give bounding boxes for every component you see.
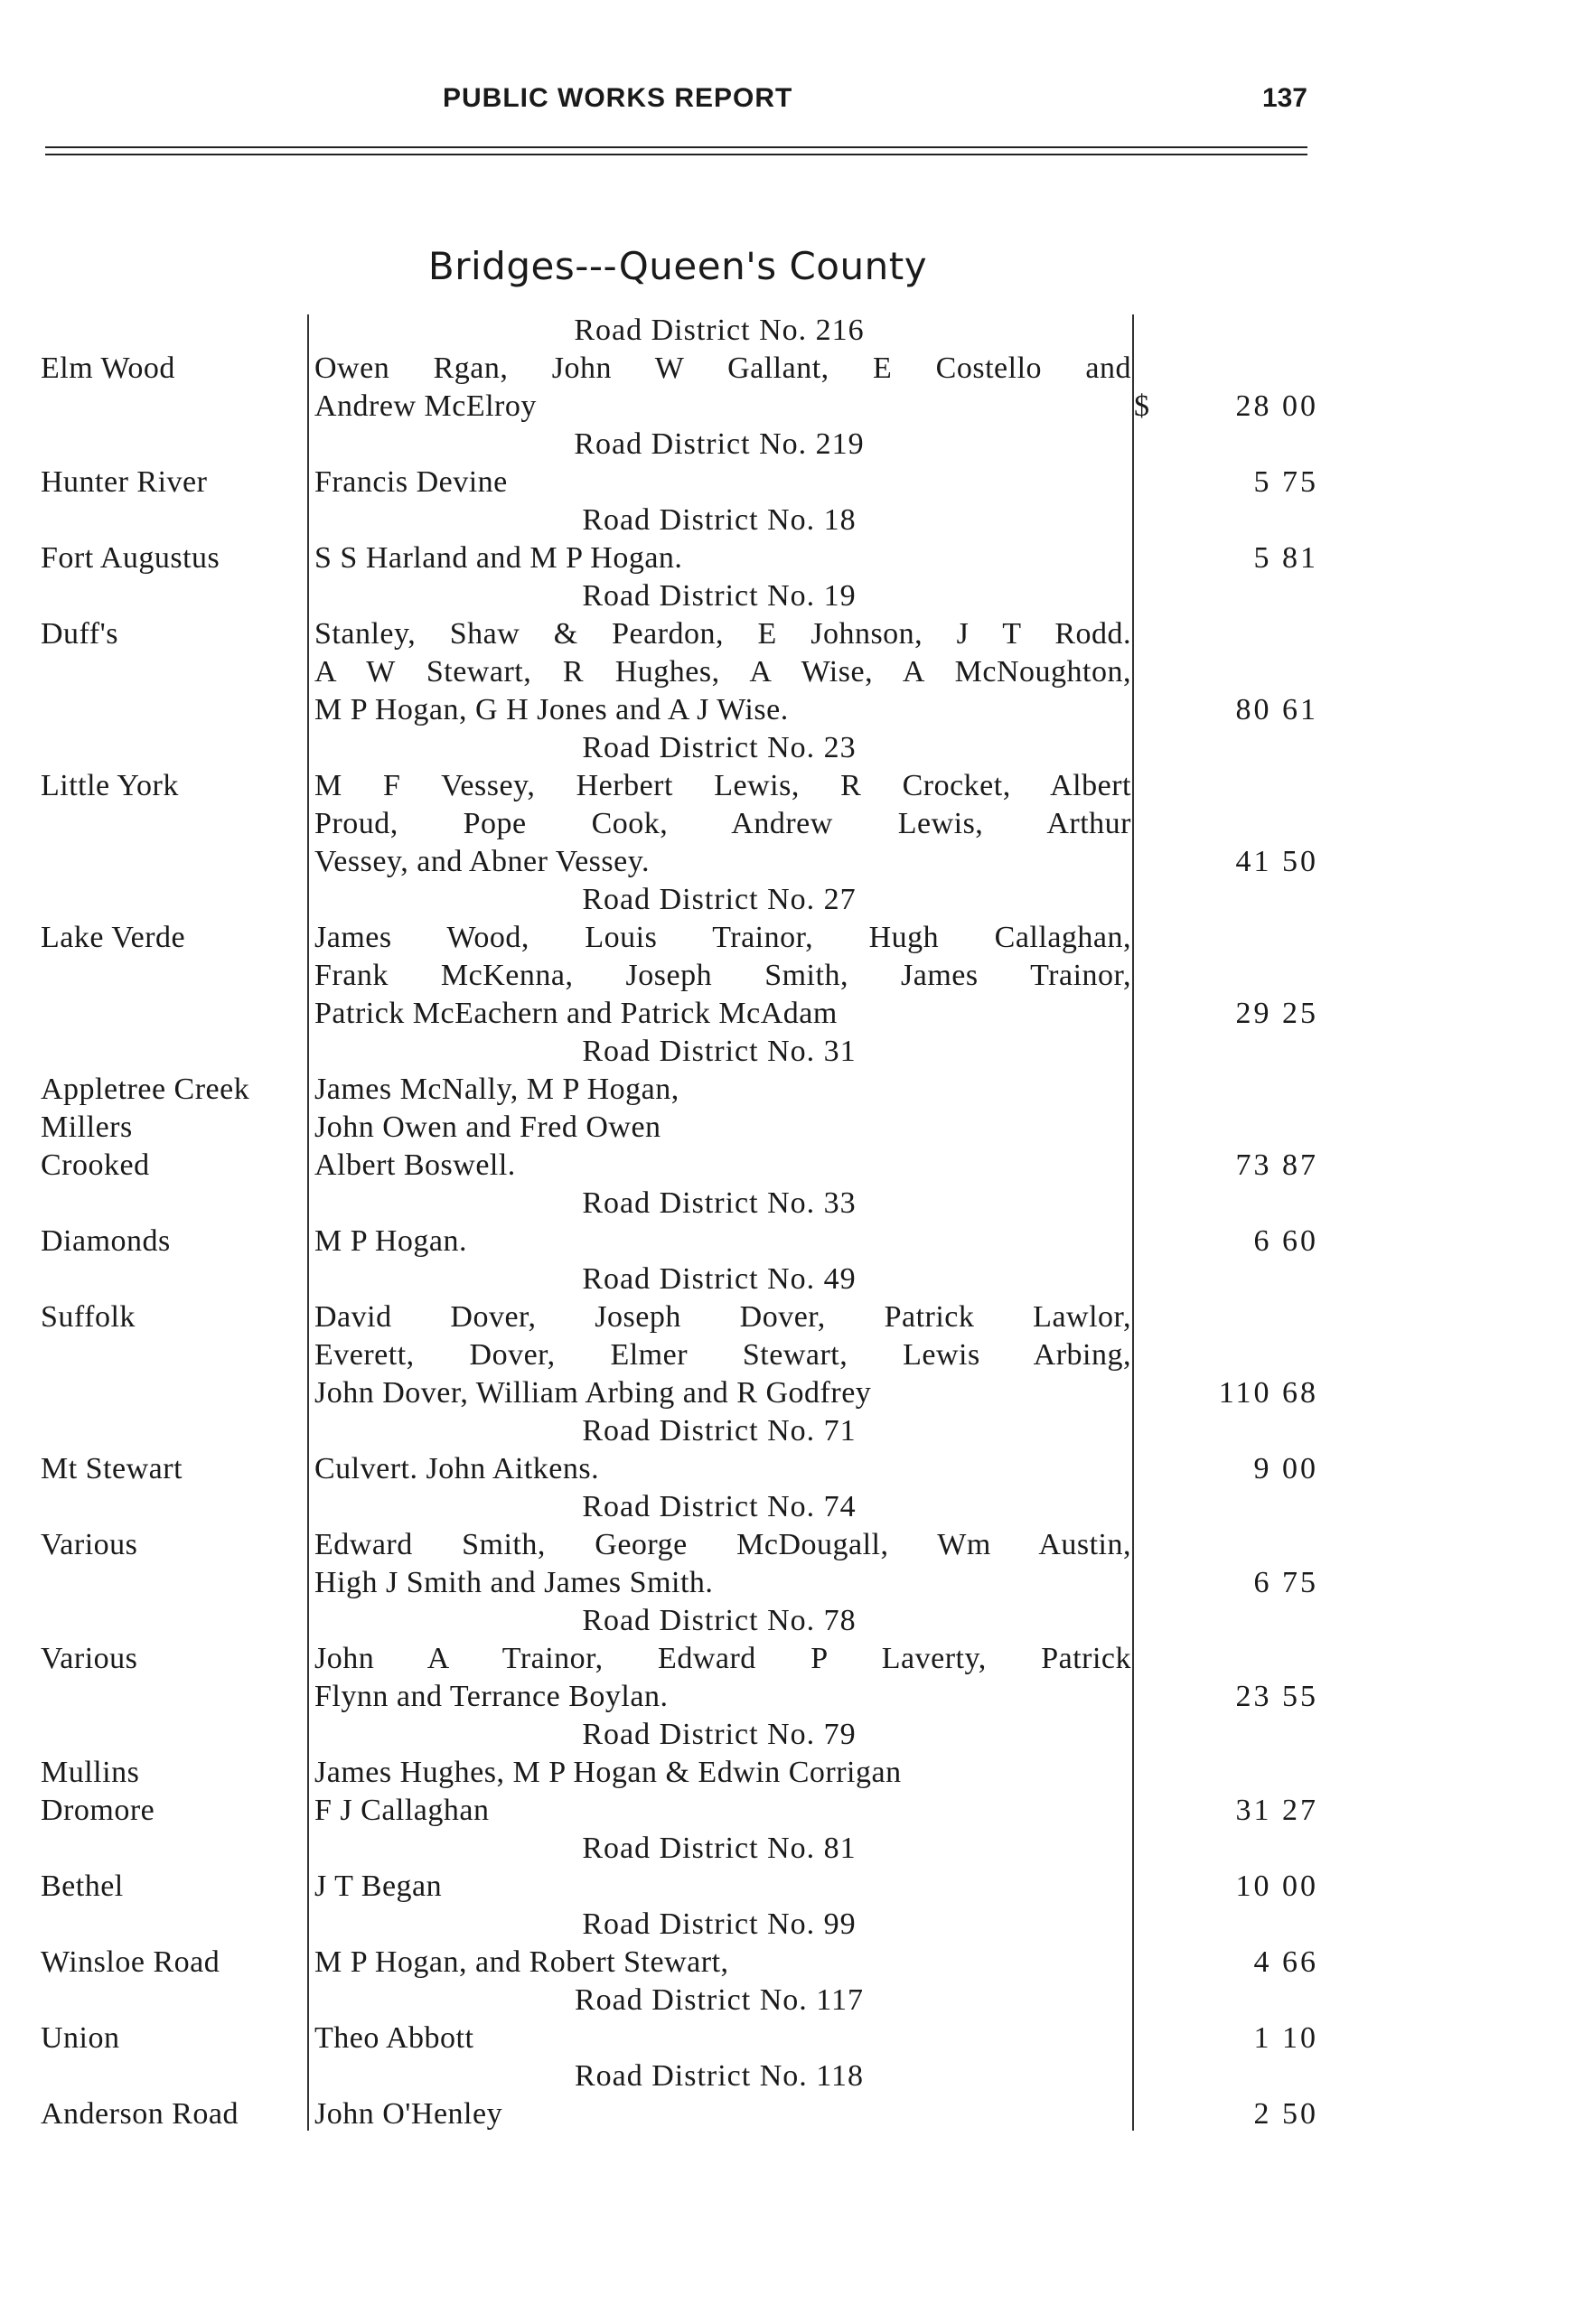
district-heading-row (0, 1185, 1574, 1223)
district-heading-row (0, 577, 1574, 615)
contractor-names: M F Vessey, Herbert Lewis, R Crocket, Albert (314, 769, 1131, 802)
place-name: Mt Stewart (41, 1452, 183, 1485)
district-heading: Road District No. 71 (582, 1414, 857, 1448)
amount: 28 00 (1235, 389, 1318, 423)
contractor-names: Francis Devine (314, 465, 508, 499)
amount: 6 75 (1253, 1566, 1318, 1599)
contractor-names: Proud, Pope Cook, Andrew Lewis, Arthur (314, 807, 1131, 840)
district-heading: Road District No. 78 (582, 1604, 857, 1637)
contractor-names: Albert Boswell. (314, 1148, 516, 1182)
contractor-names: John O'Henley (314, 2097, 503, 2131)
bridges-table (0, 312, 1574, 2133)
place-name: Diamonds (41, 1224, 171, 1258)
table-row (0, 1374, 1574, 1412)
district-heading-row (0, 1982, 1574, 2019)
district-heading-row (0, 1830, 1574, 1868)
page-title: Bridges---Queen's County (427, 244, 928, 288)
table-row (0, 1564, 1574, 1602)
contractor-names: S S Harland and M P Hogan. (314, 541, 683, 575)
district-heading: Road District No. 31 (582, 1035, 857, 1068)
table-row (0, 653, 1574, 691)
district-heading-row (0, 1602, 1574, 1640)
place-name: Little York (41, 769, 179, 802)
district-heading-row (0, 501, 1574, 539)
district-heading-row (0, 2057, 1574, 2095)
table-row (0, 995, 1574, 1033)
page-number: 137 (1261, 83, 1307, 113)
table-row (0, 1678, 1574, 1716)
contractor-names: M P Hogan. (314, 1224, 468, 1258)
district-heading: Road District No. 18 (582, 503, 857, 537)
contractor-names: Stanley, Shaw & Peardon, E Johnson, J T Rodd. (314, 617, 1131, 651)
table-row (0, 843, 1574, 881)
contractor-names: A W Stewart, R Hughes, A Wise, A McNoughton, (314, 655, 1131, 689)
amount: 110 68 (1218, 1376, 1318, 1410)
amount: 4 66 (1253, 1945, 1318, 1979)
table-row (0, 464, 1574, 501)
district-heading: Road District No. 81 (582, 1832, 857, 1865)
table-row (0, 957, 1574, 995)
place-name: Duff's (41, 617, 118, 651)
place-name: Elm Wood (41, 351, 175, 385)
table-row (0, 919, 1574, 957)
district-heading: Road District No. 219 (574, 427, 865, 461)
amount: 9 00 (1253, 1452, 1318, 1485)
header-rule-bottom (45, 154, 1307, 155)
contractor-names: John Dover, William Arbing and R Godfrey (314, 1376, 872, 1410)
contractor-names: Andrew McElroy (314, 389, 537, 423)
running-head (45, 83, 1307, 123)
district-heading-row (0, 426, 1574, 464)
district-heading-row (0, 1412, 1574, 1450)
place-name: Various (41, 1642, 138, 1675)
amount: 5 81 (1253, 541, 1318, 575)
amount: 31 27 (1235, 1794, 1318, 1827)
district-heading-row (0, 1260, 1574, 1298)
contractor-names: J T Began (314, 1870, 443, 1903)
contractor-names: Everett, Dover, Elmer Stewart, Lewis Arbing, (314, 1338, 1131, 1372)
contractor-names: David Dover, Joseph Dover, Patrick Lawlor, (314, 1300, 1131, 1334)
contractor-names: F J Callaghan (314, 1794, 490, 1827)
contractor-names: High J Smith and James Smith. (314, 1566, 714, 1599)
place-name: Fort Augustus (41, 541, 220, 575)
place-name: Bethel (41, 1870, 124, 1903)
table-row (0, 1223, 1574, 1260)
place-name: Hunter River (41, 465, 208, 499)
table-row (0, 1640, 1574, 1678)
place-name: Various (41, 1528, 138, 1561)
contractor-names: Flynn and Terrance Boylan. (314, 1680, 669, 1713)
district-heading: Road District No. 117 (574, 1983, 865, 2017)
district-heading-row (0, 1906, 1574, 1944)
table-row (0, 1526, 1574, 1564)
amount: 1 10 (1253, 2021, 1318, 2055)
table-row (0, 1147, 1574, 1185)
contractor-names: Culvert. John Aitkens. (314, 1452, 600, 1485)
contractor-names: M P Hogan, and Robert Stewart, (314, 1945, 729, 1979)
district-heading: Road District No. 118 (574, 2059, 865, 2093)
table-row (0, 615, 1574, 653)
district-heading: Road District No. 27 (582, 883, 857, 916)
place-name: Crooked (41, 1148, 150, 1182)
contractor-names: Edward Smith, George McDougall, Wm Austin, (314, 1528, 1131, 1561)
place-name: Millers (41, 1110, 133, 1144)
table-row (0, 1450, 1574, 1488)
amount: 2 50 (1253, 2097, 1318, 2131)
table-row (0, 767, 1574, 805)
amount: 10 00 (1235, 1870, 1318, 1903)
table-row (0, 2095, 1574, 2133)
amount: 6 60 (1253, 1224, 1318, 1258)
amount: 5 75 (1253, 465, 1318, 499)
amount: 73 87 (1235, 1148, 1318, 1182)
contractor-names: John A Trainor, Edward P Laverty, Patrick (314, 1642, 1131, 1675)
table-row (0, 1109, 1574, 1147)
contractor-names: M P Hogan, G H Jones and A J Wise. (314, 693, 789, 726)
amount: 23 55 (1235, 1680, 1318, 1713)
contractor-names: Vessey, and Abner Vessey. (314, 845, 651, 878)
contractor-names: Theo Abbott (314, 2021, 474, 2055)
table-row (0, 1754, 1574, 1792)
table-row (0, 805, 1574, 843)
place-name: Winsloe Road (41, 1945, 220, 1979)
place-name: Suffolk (41, 1300, 136, 1334)
contractor-names: James Hughes, M P Hogan & Edwin Corrigan (314, 1756, 902, 1789)
place-name: Mullins (41, 1756, 140, 1789)
district-heading: Road District No. 33 (582, 1186, 857, 1220)
table-row (0, 1792, 1574, 1830)
district-heading: Road District No. 23 (582, 731, 857, 764)
place-name: Appletree Creek (41, 1073, 250, 1106)
table-row (0, 539, 1574, 577)
district-heading: Road District No. 79 (582, 1718, 857, 1751)
district-heading-row (0, 312, 1574, 350)
district-heading-row (0, 1716, 1574, 1754)
running-title: PUBLIC WORKS REPORT (443, 83, 793, 113)
district-heading-row (0, 729, 1574, 767)
table-row (0, 388, 1574, 426)
header-rule-top (45, 146, 1307, 148)
place-name: Anderson Road (41, 2097, 239, 2131)
district-heading: Road District No. 99 (582, 1907, 857, 1941)
table-row (0, 691, 1574, 729)
district-heading: Road District No. 216 (574, 314, 865, 347)
contractor-names: Owen Rgan, John W Gallant, E Costello and (314, 351, 1131, 385)
district-heading: Road District No. 74 (582, 1490, 857, 1523)
table-row (0, 350, 1574, 388)
district-heading: Road District No. 19 (582, 579, 857, 613)
table-row (0, 1944, 1574, 1982)
district-heading: Road District No. 49 (582, 1262, 857, 1296)
table-row (0, 2019, 1574, 2057)
district-heading-row (0, 1488, 1574, 1526)
amount: 80 61 (1235, 693, 1318, 726)
table-row (0, 1868, 1574, 1906)
table-row (0, 1298, 1574, 1336)
currency-symbol: $ (1134, 389, 1149, 423)
contractor-names: James McNally, M P Hogan, (314, 1073, 679, 1106)
place-name: Union (41, 2021, 120, 2055)
contractor-names: James Wood, Louis Trainor, Hugh Callaghan, (314, 921, 1131, 954)
contractor-names: John Owen and Fred Owen (314, 1110, 661, 1144)
contractor-names: Frank McKenna, Joseph Smith, James Trainor, (314, 959, 1131, 992)
district-heading-row (0, 881, 1574, 919)
amount: 41 50 (1235, 845, 1318, 878)
table-row (0, 1071, 1574, 1109)
amount: 29 25 (1235, 997, 1318, 1030)
contractor-names: Patrick McEachern and Patrick McAdam (314, 997, 838, 1030)
place-name: Dromore (41, 1794, 155, 1827)
place-name: Lake Verde (41, 921, 186, 954)
district-heading-row (0, 1033, 1574, 1071)
table-row (0, 1336, 1574, 1374)
